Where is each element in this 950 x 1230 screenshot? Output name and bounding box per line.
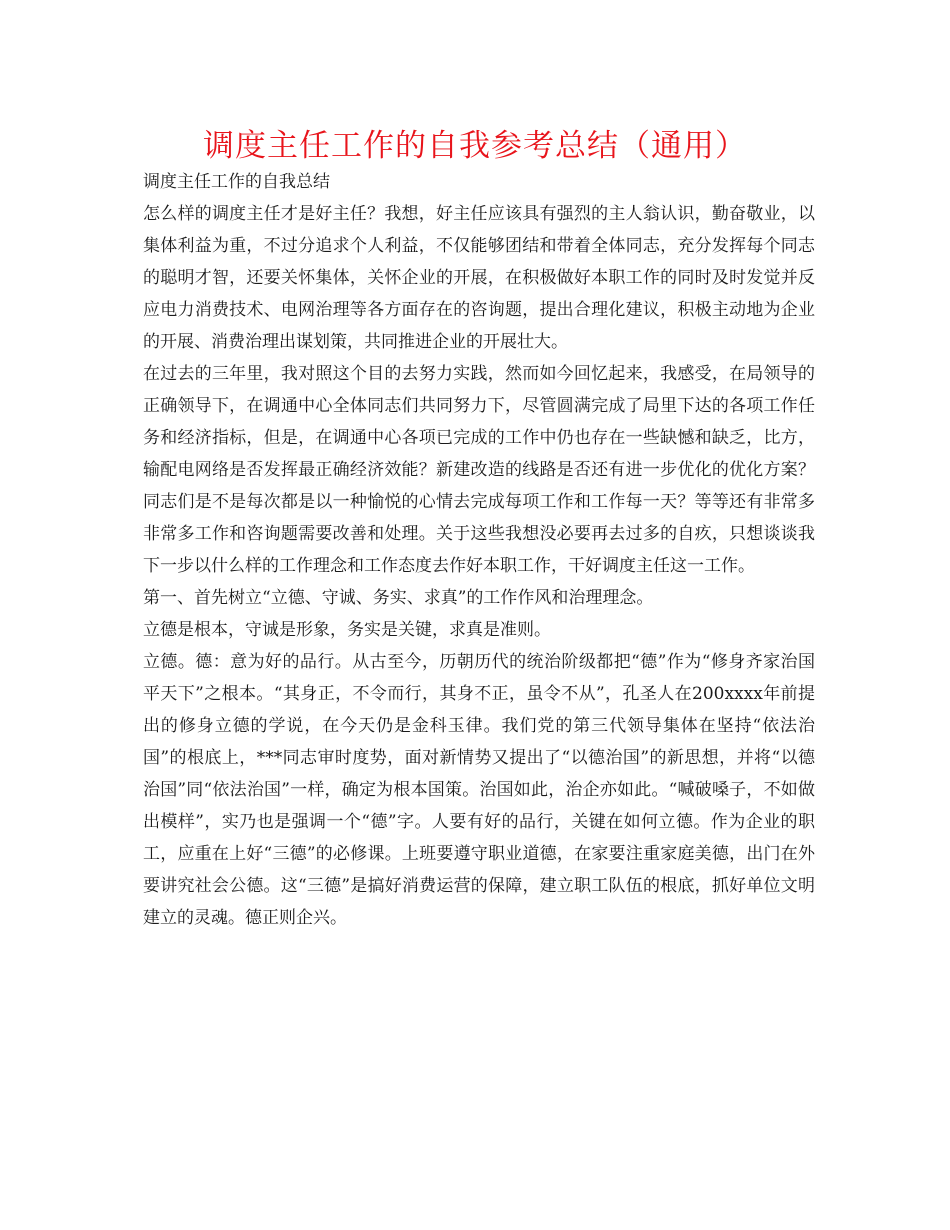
- document-title: 调度主任工作的自我参考总结（通用）: [203, 128, 747, 164]
- document-subtitle: 调度主任工作的自我总结: [143, 172, 330, 192]
- paragraph-5: 立德。德：意为好的品行。从古至今，历朝历代的统治阶级都把“德”作为“修身齐家治国平天下”之根本。“其身正，不令而行，其身不正，虽令不从”，孔圣人在200xxxx年前提出的修身立德的学说，在今天仍是金科玉律。我们党的第三代领导集体在坚持“依法治国”的根底上，***同志审时度势，面对新情势又提出了“以德治国”的新思想，并将“以德治国”同“依法治国”一样，确定为根本国策。治国如此，治企亦如此。“喊破嗓子，不如做出模样”，实乃也是强调一个“德”字。人要有好的品行，关键在如何立德。作为企业的职工，应重在上好“三德”的必修课。上班要遵守职业道德，在家要注重家庭美德，出门在外要讲究社会公德。这“三德”是搞好消费运营的保障，建立职工队伍的根底，抓好单位文明建立的灵魂。德正则企兴。: [143, 652, 815, 928]
- paragraph-1: 怎么样的调度主任才是好主任？我想，好主任应该具有强烈的主人翁认识，勤奋敬业，以集体利益为重，不过分追求个人利益，不仅能够团结和带着全体同志，充分发挥每个同志的聪明才智，还要关怀集体，关怀企业的开展，在积极做好本职工作的同时及时发觉并反应电力消费技术、电网治理等各方面存在的咨询题，提出合理化建议，积极主动地为企业的开展、消费治理出谋划策，共同推进企业的开展壮大。: [143, 204, 815, 352]
- paragraph-4: 立德是根本，守诚是形象，务实是关键，求真是准则。: [143, 620, 551, 640]
- paragraph-3: 第一、首先树立“立德、守诚、务实、求真”的工作作风和治理理念。: [143, 588, 654, 608]
- document-body: [143, 166, 815, 934]
- paragraph-2: 在过去的三年里，我对照这个目的去努力实践，然而如今回忆起来，我感受，在局领导的正确领导下，在调通中心全体同志们共同努力下，尽管圆满完成了局里下达的各项工作任务和经济指标，但是，在调通中心各项已完成的工作中仍也存在一些缺憾和缺乏，比方，输配电网络是否发挥最正确经济效能？新建改造的线路是否还有进一步优化的优化方案？同志们是不是每次都是以一种愉悦的心情去完成每项工作和工作每一天？等等还有非常多非常多工作和咨询题需要改善和处理。关于这些我想没必要再去过多的自疚，只想谈谈我下一步以什么样的工作理念和工作态度去作好本职工作，干好调度主任这一工作。: [143, 364, 815, 576]
